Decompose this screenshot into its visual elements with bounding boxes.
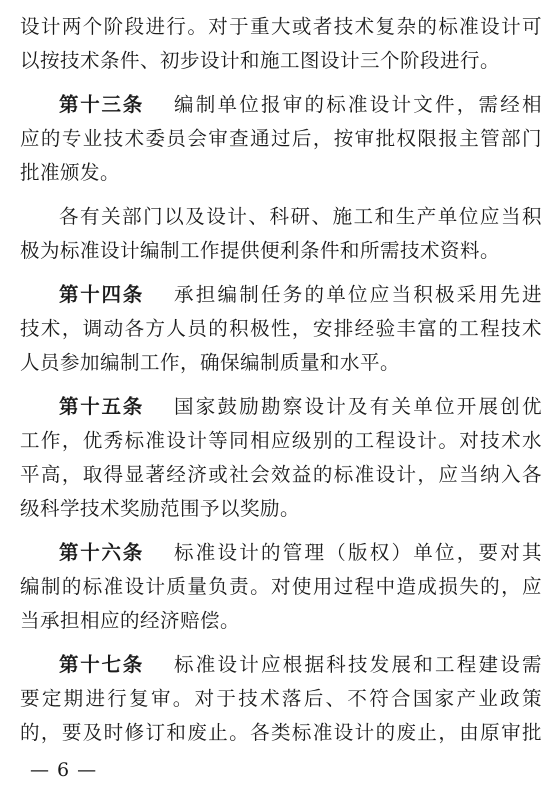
article-16-line (20, 536, 542, 570)
article-17-line (20, 648, 542, 682)
text-line-1: 设计两个阶段进行。对于重大或者技术复杂的标准设计可 (20, 15, 542, 38)
text-line-13: 平高，取得显著经济或社会效益的标准设计，应当纳入各 (20, 463, 542, 486)
text-line-16: 编制的标准设计质量负责。对使用过程中造成损失的，应 (20, 575, 542, 598)
text-line-5: 批准颁发。 (20, 161, 121, 184)
article-15-text: 国家鼓励勘察设计及有关单位开展创优 (174, 395, 542, 418)
text-line-9: 技术，调动各方人员的积极性，安排经验丰富的工程技术 (20, 317, 542, 340)
article-16-heading: 第十六条 (59, 541, 144, 564)
article-17-heading: 第十七条 (59, 653, 144, 676)
article-13-line (20, 88, 542, 122)
text-line-2: 以按技术条件、初步设计和施工图设计三个阶段进行。 (20, 49, 501, 72)
article-13-text: 编制单位报审的标准设计文件，需经相 (174, 93, 542, 116)
article-13-heading: 第十三条 (59, 93, 144, 116)
article-14-heading: 第十四条 (59, 283, 144, 306)
text-line-12: 工作，优秀标准设计等同相应级别的工程设计。对技术水 (20, 429, 542, 452)
page-number: — 6 — (30, 759, 98, 781)
text-line-17: 当承担相应的经济赔偿。 (20, 609, 241, 632)
text-line-4: 应的专业技术委员会审查通过后，按审批权限报主管部门 (20, 127, 542, 150)
article-15-line (20, 390, 542, 424)
article-15-heading: 第十五条 (59, 395, 144, 418)
text-line-7: 极为标准设计编制工作提供便利条件和所需技术资料。 (20, 239, 501, 262)
article-16-text: 标准设计的管理（版权）单位，要对其 (174, 541, 542, 564)
article-14-line (20, 278, 542, 312)
text-line-14: 级科学技术奖励范围予以奖励。 (20, 497, 301, 520)
article-17-text: 标准设计应根据科技发展和工程建设需 (174, 653, 542, 676)
text-line-6: 各有关部门以及设计、科研、施工和生产单位应当积 (59, 205, 542, 228)
text-line-10: 人员参加编制工作，确保编制质量和水平。 (20, 351, 401, 374)
article-14-text: 承担编制任务的单位应当积极采用先进 (174, 283, 542, 306)
text-line-19: 要定期进行复审。对于技术落后、不符合国家产业政策 (20, 687, 542, 710)
text-line-20: 的，要及时修订和废止。各类标准设计的废止，由原审批 (20, 721, 542, 744)
